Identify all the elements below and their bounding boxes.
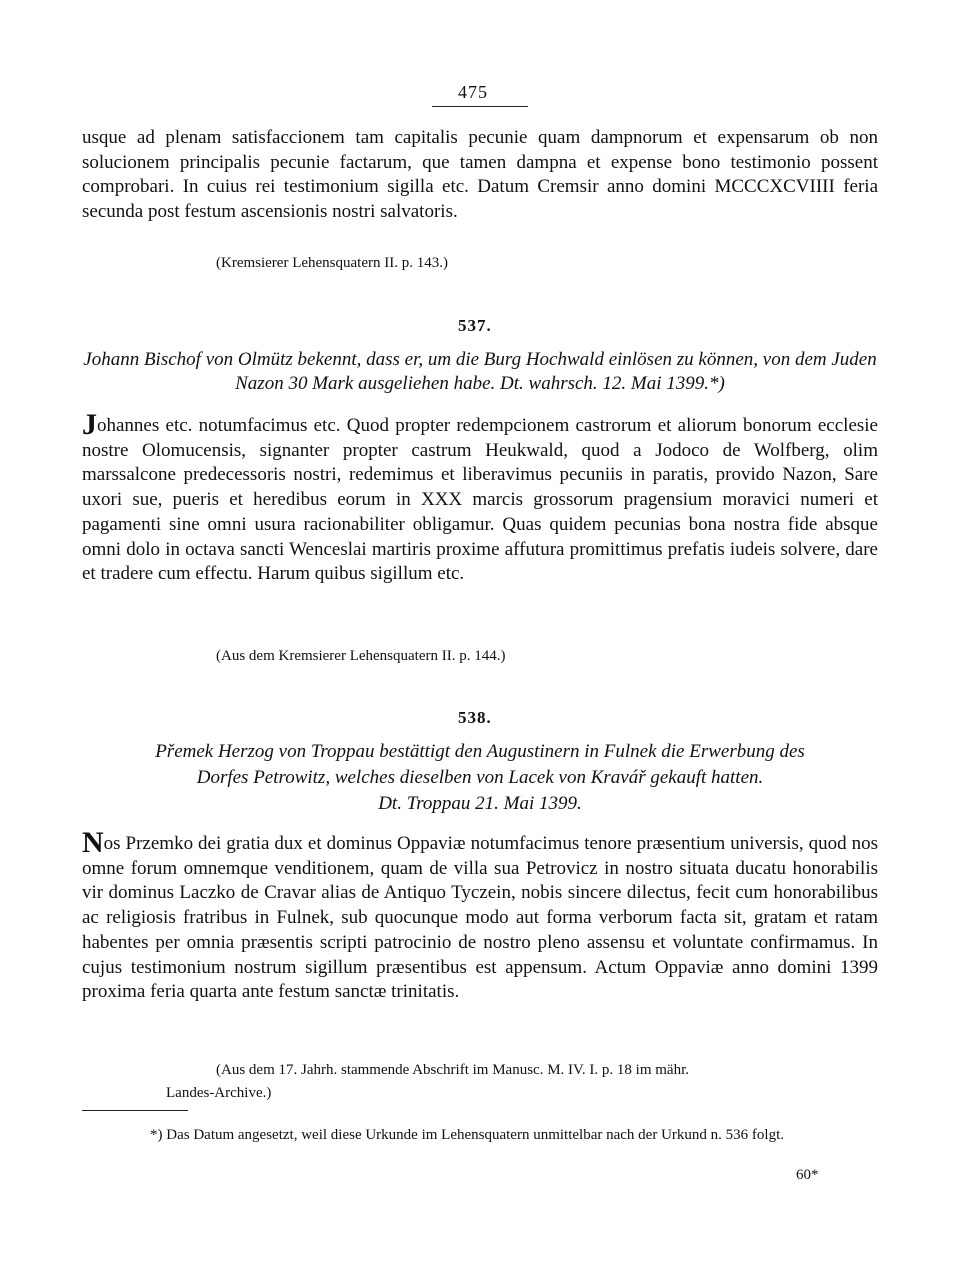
doc-538-heading-line-2: Dorfes Petrowitz, welches dieselben von Lacek von Kravář gekauft hatten. (196, 767, 764, 788)
doc-537-paragraph (82, 408, 878, 587)
doc-537-source: (Aus dem Kremsierer Lehensquatern II. p. 144.) (216, 648, 506, 664)
intro-source: (Kremsierer Lehensquatern II. p. 143.) (216, 255, 448, 271)
doc-538-initial: N (82, 826, 104, 859)
intro-block (82, 126, 878, 225)
doc-538-number: 538. (458, 708, 492, 727)
doc-538-source-line-1: (Aus dem 17. Jahrh. stammende Abschrift im Manusc. M. IV. I. p. 18 im mähr. (216, 1062, 689, 1078)
page-number: 475 (458, 82, 488, 102)
doc-537-text: ohannes etc. notumfacimus etc. Quod propter redempcionem castrorum et aliorum bonorum ecclesie nostre Olomucensis, signanter propter castrum Heukwald, quod a Jodoco de Wolfberg, olim marssalcone predecessoris nostri, redemimus et liberavimus pecuniis in paratis, provido Nazon, Sare uxori sue, pueris et heredibus eorum in XXX marcis grossorum pragensium moravici numeri et pagamenti sine omni usura racionabiliter obligamur. Quas quidem pecunias bona nostra fide absque omni dolo in octava sancti Wenceslai martiris proxime affutura promittimus prefatis iudeis solvere, dare et tradere cum effectu. Harum quibus sigillum etc. (82, 415, 878, 585)
footnote: *) Das Datum angesetzt, weil diese Urkunde im Lehensquatern unmittelbar nach der Urkund n. 536 folgt. (150, 1127, 784, 1143)
doc-538-heading-line-3: Dt. Troppau 21. Mai 1399. (378, 793, 582, 814)
doc-537-heading: Johann Bischof von Olmütz bekennt, dass er, um die Burg Hochwald einlösen zu können, von dem Juden Nazon 30 Mark ausgeliehen habe. Dt. wahrsch. 12. Mai 1399.*) (83, 349, 877, 394)
doc-538-body (82, 826, 878, 1005)
signature-mark: 60* (796, 1167, 819, 1183)
doc-537-initial: J (82, 408, 97, 441)
intro-paragraph: usque ad plenam satisfaccionem tam capitalis pecunie quam dampnorum et expensarum ob non solucionem principalis pecunie factarum, que tamen dampna et expense bono testimonio possent comprobari. In cuius rei testimonium sigilla etc. Datum Cremsir anno domini MCCCXCVIIII feria secunda post festum ascensionis nostri salvatoris. (82, 127, 878, 223)
footnote-rule (82, 1110, 188, 1111)
doc-538-paragraph (82, 826, 878, 1005)
doc-538-heading-line-1: Přemek Herzog von Troppau bestättigt den Augustinern in Fulnek die Erwerbung des (155, 741, 805, 762)
doc-538-text: os Przemko dei gratia dux et dominus Oppaviæ notumfacimus tenore præsentium universis, quod nos omne forum omnemque venditionem, quam de villa sua Petrovicz in nostro situata ducatu honorabilis vir dominus Laczko de Cravar alias de Antiquo Tyczein, nobis sincere dilectus, fecit cum honorabilibus ac religiosis fratribus in Fulnek, sub quocunque modo aut forma verborum facta sit, gratam et ratam habentes per omnia præsentis scripti patrocinio de nostro pleno assensu et voluntate confirmamus. In cujus testimonium nostrum sigillum præsentibus est appensum. Actum Oppaviæ anno domini 1399 proxima feria quarta ante festum sanctæ trinitatis. (82, 833, 878, 1003)
doc-537-number: 537. (458, 316, 492, 335)
doc-537-body (82, 408, 878, 587)
page-number-rule (432, 106, 528, 107)
doc-538-source-line-2: Landes-Archive.) (166, 1085, 272, 1101)
